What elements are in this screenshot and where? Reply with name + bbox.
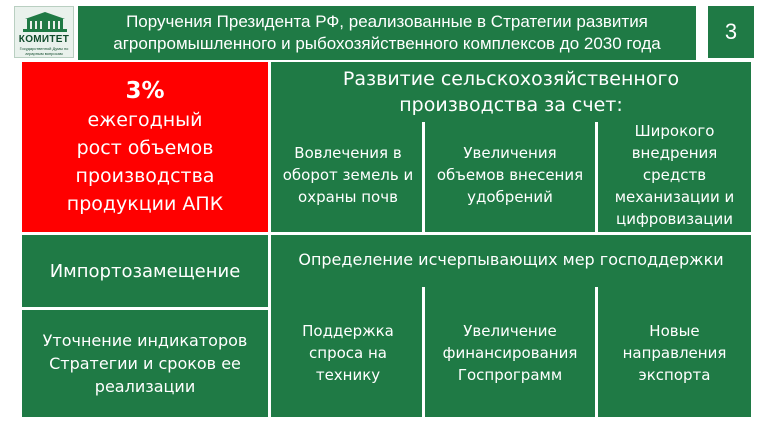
support-title: Определение исчерпывающих мер господдержки	[298, 250, 724, 269]
item-line: удобрений	[467, 188, 553, 206]
goal-block	[22, 62, 268, 232]
support-block	[271, 235, 751, 417]
item-line: цифровизации	[616, 210, 733, 228]
item-line: охраны почв	[298, 188, 398, 206]
header-title-line2: агропромышленного и рыбохозяйственного комплексов до 2030 года	[113, 34, 661, 53]
item-line: Увеличение	[463, 321, 557, 340]
goal-line: продукции АПК	[66, 193, 224, 215]
logo-title: КОМИТЕТ	[18, 34, 70, 45]
development-title-line2: производства за счет:	[399, 94, 623, 116]
item-line: Новые	[649, 321, 700, 340]
development-block	[271, 62, 751, 232]
support-item-machinery	[275, 295, 421, 410]
item-line: Широкого	[634, 122, 715, 140]
clarify-line: Уточнение индикаторов	[42, 331, 248, 350]
clarify-line: реализации	[94, 377, 196, 396]
development-title-line1: Развитие сельскохозяйственного	[342, 68, 680, 90]
item-line: направления	[622, 343, 727, 362]
page-number: 3	[708, 6, 754, 58]
parliament-building-icon	[21, 11, 69, 33]
item-line: финансирования	[442, 343, 578, 362]
development-item-land	[275, 120, 421, 230]
item-line: механизации и	[614, 188, 735, 206]
support-item-export	[598, 295, 751, 410]
clarify-line: Стратегии и сроков ее	[49, 354, 241, 373]
goal-line: рост объемов	[76, 137, 214, 159]
item-line: Поддержка	[302, 321, 394, 340]
item-line: средств	[642, 166, 707, 184]
logo-subtitle: Государственной Думы по аграрным вопросам	[19, 46, 69, 56]
support-item-financing	[425, 295, 595, 410]
item-line: внедрения	[631, 144, 718, 162]
item-line: Увеличения	[463, 144, 557, 162]
header-title-line1: Поручения Президента РФ, реализованные в Стратегии развития	[126, 12, 648, 31]
item-line: Госпрограмм	[457, 365, 563, 384]
header-title-box	[78, 6, 696, 60]
goal-line: ежегодный	[87, 109, 203, 131]
clarify-indicators-block	[22, 310, 268, 417]
goal-percent: 3%	[125, 78, 165, 104]
committee-logo	[14, 6, 74, 58]
import-substitution-block: Импортозамещение	[22, 235, 268, 307]
item-line: объемов внесения	[436, 166, 584, 184]
item-line: Вовлечения в	[294, 144, 402, 162]
item-line: экспорта	[638, 365, 711, 384]
development-item-mechanization	[598, 118, 751, 232]
item-line: спроса на	[309, 343, 387, 362]
item-line: технику	[315, 365, 381, 384]
goal-line: производства	[75, 165, 215, 187]
development-item-fertilizers	[425, 120, 595, 230]
item-line: оборот земель и	[282, 166, 414, 184]
